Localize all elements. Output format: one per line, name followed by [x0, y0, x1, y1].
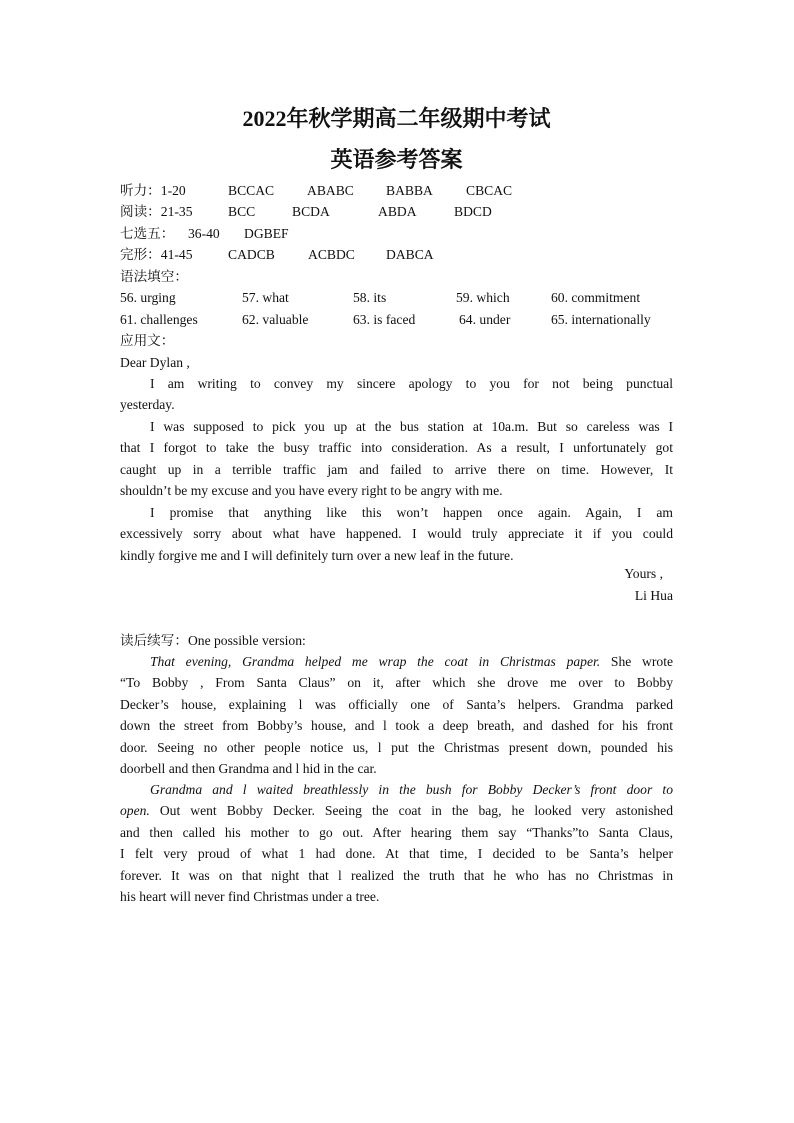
text-segment: She wrote	[600, 654, 673, 669]
answer-group: BCDA	[292, 204, 330, 219]
text-line: yesterday.	[120, 397, 175, 413]
letter-closing: Yours ,	[624, 566, 663, 581]
seven-five-range: 36-40	[188, 226, 220, 241]
text-line	[120, 651, 673, 672]
text-line: forever. It was on that night that l realized the truth that he who has no Christmas in	[120, 867, 673, 883]
text-segment: Out went Bobby Decker. Seeing the coat in the bag, he looked very astonished	[149, 803, 673, 819]
letter-paragraph	[120, 502, 673, 566]
grammar-row	[120, 287, 673, 308]
grammar-answer: 60. commitment	[551, 290, 641, 305]
letter-paragraph	[120, 416, 673, 502]
text-line: I felt very proud of what 1 had done. At that time, I decided to be Santa’s helper	[120, 846, 673, 862]
cloze-answers	[120, 244, 673, 265]
listening-label: 听力：1-20	[120, 183, 186, 198]
text-line: that I forgot to take the busy traffic into consideration. As a result, I unfortunately got	[120, 440, 673, 456]
text-line: doorbell and then Grandma and l hid in the car.	[120, 760, 377, 776]
text-line: excessively sorry about what have happened. I would truly appreciate it if you could	[120, 526, 673, 542]
answer-group: BDCD	[454, 204, 492, 219]
text-line: shouldn’t be my excuse and you have every right to be angry with me.	[120, 483, 503, 499]
grammar-answer: 63. is faced	[353, 312, 416, 327]
answer-group: ABDA	[378, 204, 417, 219]
page-subtitle: 英语参考答案	[330, 147, 463, 172]
page-title: 2022年秋学期高二年级期中考试	[242, 106, 551, 131]
reading-answers	[120, 201, 673, 222]
text-line: I am writing to convey my sincere apology to you for not being punctual	[150, 376, 673, 391]
answer-group: DABCA	[386, 247, 434, 262]
italic-opening: That evening, Grandma helped me wrap the coat in Christmas paper.	[150, 654, 601, 669]
grammar-label: 语法填空：	[120, 269, 188, 284]
answer-group: ABABC	[307, 183, 354, 198]
letter-signature: Li Hua	[634, 588, 673, 603]
text-line: his heart will never find Christmas under a tree.	[120, 888, 380, 904]
answer-group: BCC	[228, 204, 256, 219]
text-line: and then called his mother to go out. After hearing them say “Thanks”to Santa Claus,	[120, 824, 673, 840]
grammar-answer: 61. challenges	[120, 312, 198, 327]
text-line: “To Bobby , From Santa Claus” on it, after which she drove me over to Bobby	[120, 675, 673, 691]
text-line: I was supposed to pick you up at the bus station at 10a.m. But so careless was I	[150, 419, 673, 434]
continuation-paragraph	[120, 779, 673, 907]
letter-label: 应用文：	[120, 333, 175, 348]
grammar-answer: 57. what	[242, 290, 289, 305]
text-line: caught up in a terrible traffic jam and failed to arrive there on time. However, It	[120, 461, 673, 477]
answer-group: CADCB	[228, 247, 275, 262]
text-line: Decker’s house, explaining l was officially one of Santa’s helpers. Grandma parked	[120, 696, 673, 712]
text-line: kindly forgive me and I will definitely turn over a new leaf in the future.	[120, 547, 514, 563]
listening-answers	[120, 180, 673, 201]
answer-group: BABBA	[386, 183, 433, 198]
continuation-paragraph	[120, 651, 673, 779]
grammar-answer: 65. internationally	[551, 312, 651, 327]
grammar-row	[120, 309, 673, 330]
grammar-answer: 59. which	[456, 290, 510, 305]
continuation-label: 读后续写：	[120, 633, 188, 648]
seven-five-answers	[120, 223, 673, 244]
continuation-heading	[120, 630, 306, 651]
answer-group: BCCAC	[228, 183, 275, 198]
letter-greeting: Dear Dylan ,	[120, 355, 190, 370]
seven-five-label: 七选五：	[120, 226, 175, 241]
text-line	[120, 800, 673, 821]
grammar-answer: 62. valuable	[242, 312, 309, 327]
answer-group: ACBDC	[308, 247, 355, 262]
text-line: down the street from Bobby’s house, and l took a deep breath, and dashed for his front	[120, 718, 673, 734]
italic-opening: open.	[120, 803, 150, 819]
grammar-answer: 56. urging	[120, 290, 176, 305]
text-line: door. Seeing no other people notice us, l put the Christmas present down, pounded his	[120, 739, 673, 755]
grammar-answer: 58. its	[353, 290, 387, 305]
answer-group: DGBEF	[244, 226, 289, 241]
text-line: I promise that anything like this won’t happen once again. Again, I am	[150, 505, 673, 520]
grammar-answer: 64. under	[459, 312, 511, 327]
answer-group: CBCAC	[466, 183, 513, 198]
italic-opening: Grandma and l waited breathlessly in the bush for Bobby Decker’s front door to	[150, 782, 673, 797]
continuation-version: One possible version:	[187, 633, 306, 648]
letter-paragraph	[120, 373, 673, 416]
cloze-label: 完形：41-45	[120, 247, 193, 262]
reading-label: 阅读：21-35	[120, 204, 193, 219]
